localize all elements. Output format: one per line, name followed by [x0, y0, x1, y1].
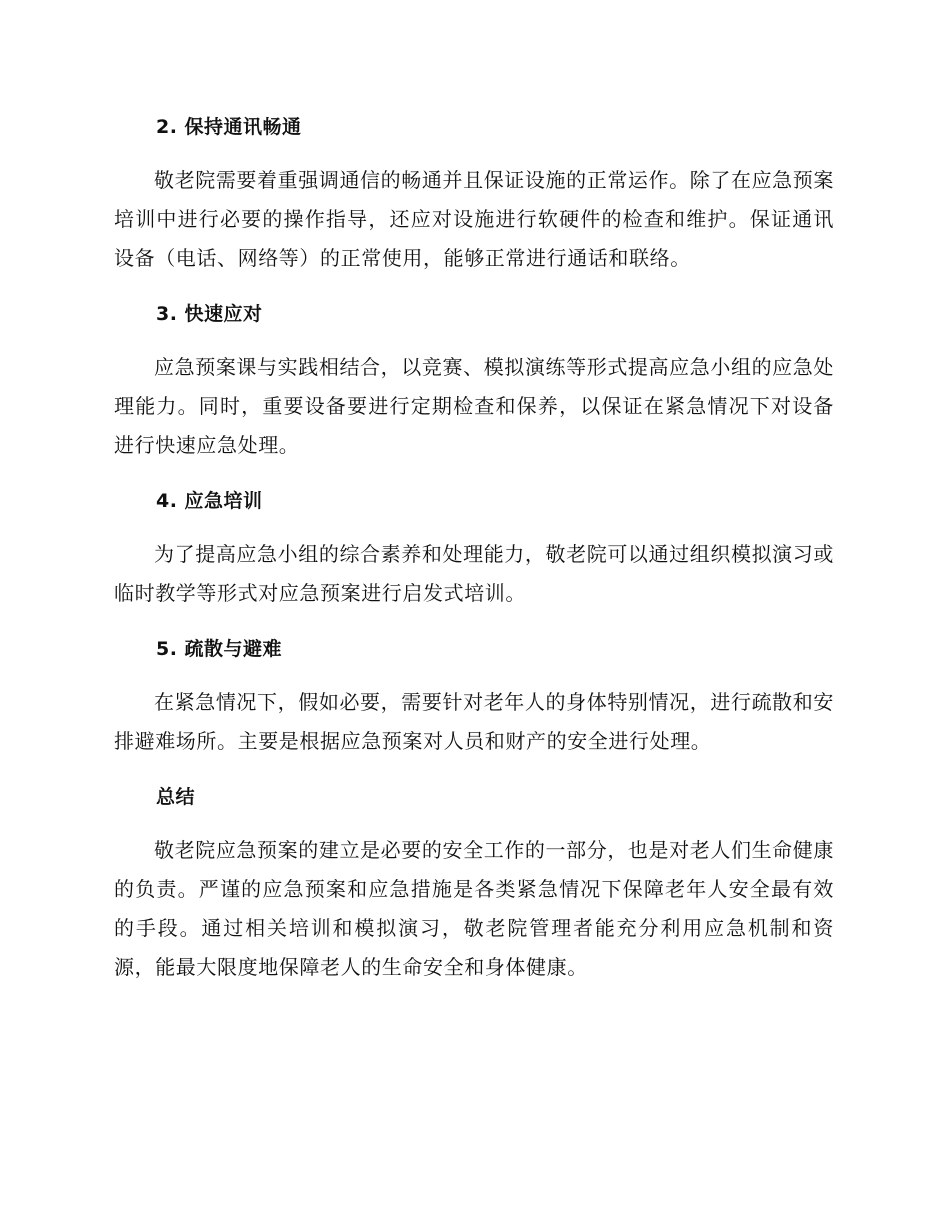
section-paragraph: 敬老院应急预案的建立是必要的安全工作的一部分，也是对老人们生命健康的负责。严谨的应急预案和应急措施是各类紧急情况下保障老年人安全最有效的手段。通过相关培训和模拟演习，敬老院管理者能充分利用应急机制和资源，能最大限度地保障老人的生命安全和身体健康。 — [114, 838, 834, 979]
section-heading: 总结 — [156, 786, 196, 808]
section-heading: 3. 快速应对 — [156, 303, 263, 325]
section-heading: 5. 疏散与避难 — [156, 638, 283, 660]
section-paragraph: 为了提高应急小组的综合素养和处理能力，敬老院可以通过组织模拟演习或临时教学等形式对应急预案进行启发式培训。 — [114, 542, 834, 605]
section-rapid-response — [114, 297, 834, 465]
section-communication — [114, 110, 834, 278]
section-heading: 4. 应急培训 — [156, 490, 263, 512]
section-summary — [114, 780, 834, 987]
section-paragraph: 在紧急情况下，假如必要，需要针对老年人的身体特别情况，进行疏散和安排避难场所。主要是根据应急预案对人员和财产的安全进行处理。 — [114, 690, 834, 753]
section-paragraph: 应急预案课与实践相结合，以竞赛、模拟演练等形式提高应急小组的应急处理能力。同时，重要设备要进行定期检查和保养，以保证在紧急情况下对设备进行快速应急处理。 — [114, 355, 834, 457]
section-evacuation — [114, 632, 834, 761]
section-emergency-training — [114, 484, 834, 613]
section-heading: 2. 保持通讯畅通 — [156, 116, 302, 138]
section-paragraph: 敬老院需要着重强调通信的畅通并且保证设施的正常运作。除了在应急预案培训中进行必要的操作指导，还应对设施进行软硬件的检查和维护。保证通讯设备（电话、网络等）的正常使用，能够正常进行通话和联络。 — [114, 168, 834, 270]
